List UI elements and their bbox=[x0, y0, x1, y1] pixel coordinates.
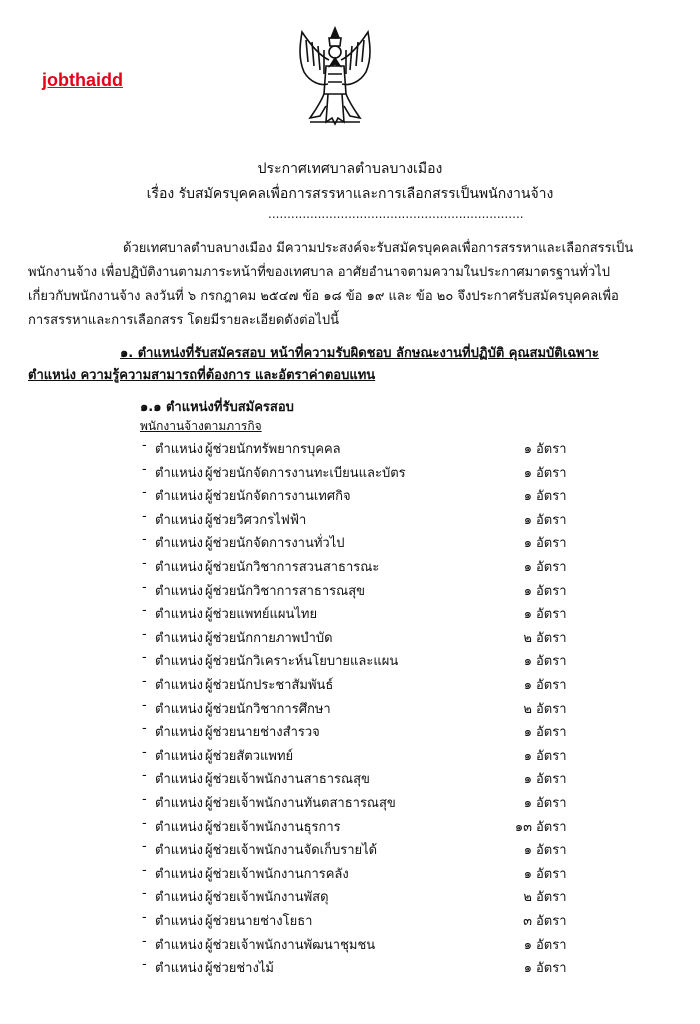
position-dash: - bbox=[142, 485, 147, 501]
position-unit: อัตรา bbox=[536, 701, 567, 717]
position-count: ๑ bbox=[523, 654, 532, 670]
position-dash: - bbox=[142, 933, 147, 949]
position-row bbox=[0, 721, 700, 744]
position-count: ๑ bbox=[523, 536, 532, 552]
position-name: ผู้ช่วยนักจัดการงานทั่วไป bbox=[205, 536, 345, 552]
position-row bbox=[0, 438, 700, 461]
watermark-logo-text: jobthaidd bbox=[42, 70, 123, 90]
position-count: ๑ bbox=[523, 465, 532, 481]
position-dash: - bbox=[142, 603, 147, 619]
position-dash: - bbox=[142, 650, 147, 666]
position-unit: อัตรา bbox=[536, 866, 567, 882]
position-unit: อัตรา bbox=[536, 489, 567, 505]
position-prefix: ตำแหน่ง bbox=[155, 701, 203, 717]
position-unit: อัตรา bbox=[536, 607, 567, 623]
position-row bbox=[0, 886, 700, 909]
position-dash: - bbox=[142, 910, 147, 925]
position-count: ๑ bbox=[523, 796, 532, 811]
position-dash: - bbox=[142, 697, 147, 713]
position-dash: - bbox=[142, 862, 147, 878]
announcement-subject: เรื่อง รับสมัครบุคคลเพื่อการสรรหาและการเลือกสรรเป็นพนักงานจ้าง bbox=[146, 186, 554, 202]
position-count: ๑ bbox=[523, 866, 532, 882]
position-unit: อัตรา bbox=[536, 630, 567, 646]
position-name: ผู้ช่วยนักประชาสัมพันธ์ bbox=[205, 678, 334, 693]
position-row bbox=[0, 792, 700, 815]
position-count: ๑ bbox=[523, 560, 532, 575]
position-dash: - bbox=[142, 508, 147, 524]
position-row bbox=[0, 816, 700, 839]
position-name: ผู้ช่วยนักทรัพยากรบุคคล bbox=[205, 442, 341, 457]
position-count: ๑ bbox=[523, 937, 532, 953]
position-name: ผู้ช่วยวิศวกรไฟฟ้า bbox=[205, 512, 307, 528]
position-count: ๑ bbox=[523, 725, 532, 741]
position-name: ผู้ช่วยนักวิชาการศึกษา bbox=[205, 701, 331, 717]
position-name: ผู้ช่วยช่างไม้ bbox=[205, 961, 274, 977]
position-row bbox=[0, 650, 700, 673]
position-name: ผู้ช่วยนายช่างโยธา bbox=[205, 914, 313, 929]
position-dash: - bbox=[142, 792, 147, 807]
position-unit: อัตรา bbox=[536, 937, 567, 953]
position-prefix: ตำแหน่ง bbox=[155, 678, 203, 693]
position-prefix: ตำแหน่ง bbox=[155, 654, 203, 670]
position-row bbox=[0, 839, 700, 862]
position-prefix: ตำแหน่ง bbox=[155, 914, 203, 929]
position-name: ผู้ช่วยนายช่างสำรวจ bbox=[205, 725, 320, 741]
intro-line: ด้วยเทศบาลตำบลบางเมือง มีความประสงค์จะรับสมัครบุคคลเพื่อการสรรหาและเลือกสรรเป็น bbox=[123, 241, 634, 256]
position-name: ผู้ช่วยเจ้าพนักงานธุรการ bbox=[205, 819, 341, 835]
position-prefix: ตำแหน่ง bbox=[155, 489, 203, 505]
position-unit: อัตรา bbox=[536, 442, 567, 457]
position-dash: - bbox=[142, 886, 147, 902]
position-dash: - bbox=[142, 556, 147, 571]
position-prefix: ตำแหน่ง bbox=[155, 772, 203, 788]
position-prefix: ตำแหน่ง bbox=[155, 630, 203, 646]
position-row bbox=[0, 745, 700, 768]
position-row bbox=[0, 910, 700, 933]
position-row bbox=[0, 580, 700, 603]
position-unit: อัตรา bbox=[536, 465, 567, 481]
position-name: ผู้ช่วยแพทย์แผนไทย bbox=[205, 607, 318, 623]
position-name: ผู้ช่วยเจ้าพนักงานพัฒนาชุมชน bbox=[205, 937, 376, 953]
position-unit: อัตรา bbox=[536, 654, 567, 670]
position-count: ๓ bbox=[523, 914, 532, 929]
position-dash: - bbox=[142, 579, 147, 595]
position-unit: อัตรา bbox=[536, 961, 567, 977]
position-name: ผู้ช่วยนักวิชาการสาธารณสุข bbox=[205, 583, 366, 599]
position-count: ๑ bbox=[523, 583, 532, 599]
position-name: ผู้ช่วยนักจัดการงานเทศกิจ bbox=[205, 489, 351, 505]
position-prefix: ตำแหน่ง bbox=[155, 725, 203, 741]
position-prefix: ตำแหน่ง bbox=[155, 748, 203, 764]
position-name: ผู้ช่วยสัตวแพทย์ bbox=[205, 748, 294, 764]
position-unit: อัตรา bbox=[536, 796, 567, 811]
position-name: ผู้ช่วยเจ้าพนักงานทันตสาธารณสุข bbox=[205, 796, 396, 811]
position-unit: อัตรา bbox=[536, 772, 567, 788]
position-dash: - bbox=[142, 744, 147, 760]
position-row bbox=[0, 485, 700, 508]
section-1-line-1: ๑. ตำแหน่งที่รับสมัครสอบ หน้าที่ความรับผิดชอบ ลักษณะงานที่ปฏิบัติ คุณสมบัติเฉพาะ bbox=[120, 346, 599, 361]
position-unit: อัตรา bbox=[536, 725, 567, 741]
position-prefix: ตำแหน่ง bbox=[155, 843, 203, 859]
position-row bbox=[0, 957, 700, 980]
position-prefix: ตำแหน่ง bbox=[155, 583, 203, 599]
position-prefix: ตำแหน่ง bbox=[155, 607, 203, 623]
position-dash: - bbox=[142, 768, 147, 784]
title-separator: ................................................................... bbox=[268, 207, 524, 221]
position-dash: - bbox=[142, 461, 147, 477]
subsection-heading: ๑.๑ ตำแหน่งที่รับสมัครสอบ bbox=[140, 400, 294, 415]
position-row bbox=[0, 627, 700, 650]
position-row bbox=[0, 698, 700, 721]
position-unit: อัตรา bbox=[536, 560, 567, 575]
section-1-heading bbox=[28, 343, 688, 387]
position-unit: อัตรา bbox=[536, 678, 567, 693]
position-prefix: ตำแหน่ง bbox=[155, 442, 203, 457]
intro-line: เกี่ยวกับพนักงานจ้าง ลงวันที่ ๖ กรกฎาคม ๒๕๔๗ ข้อ ๑๘ ข้อ ๑๙ และ ข้อ ๒๐ จึงประกาศรับสมัครบุคคลเพื่อ bbox=[28, 289, 619, 304]
position-dash: - bbox=[142, 674, 147, 689]
position-count: ๒ bbox=[523, 701, 532, 717]
position-row bbox=[0, 934, 700, 957]
position-prefix: ตำแหน่ง bbox=[155, 961, 203, 977]
position-dash: - bbox=[142, 626, 147, 642]
position-count: ๑ bbox=[523, 748, 532, 764]
position-count: ๒ bbox=[523, 890, 532, 906]
position-unit: อัตรา bbox=[536, 890, 567, 906]
position-prefix: ตำแหน่ง bbox=[155, 866, 203, 882]
position-name: ผู้ช่วยนักกายภาพบำบัด bbox=[205, 630, 333, 646]
position-count: ๑ bbox=[523, 961, 532, 977]
position-name: ผู้ช่วยเจ้าพนักงานจัดเก็บรายได้ bbox=[205, 843, 378, 859]
position-row bbox=[0, 532, 700, 555]
position-name: ผู้ช่วยเจ้าพนักงานการคลัง bbox=[205, 866, 349, 882]
section-1-line-2: ตำแหน่ง ความรู้ความสามารถที่ต้องการ และอัตราค่าตอบแทน bbox=[28, 368, 376, 383]
position-count: ๑ bbox=[523, 489, 532, 505]
position-row bbox=[0, 768, 700, 791]
position-row bbox=[0, 556, 700, 579]
position-row bbox=[0, 509, 700, 532]
position-name: ผู้ช่วยนักวิเคราะห์นโยบายและแผน bbox=[205, 654, 399, 670]
position-count: ๒ bbox=[523, 630, 532, 646]
position-dash: - bbox=[142, 532, 147, 548]
position-name: ผู้ช่วยนักจัดการงานทะเบียนและบัตร bbox=[205, 465, 406, 481]
position-prefix: ตำแหน่ง bbox=[155, 890, 203, 906]
position-count: ๑๓ bbox=[514, 819, 532, 835]
position-prefix: ตำแหน่ง bbox=[155, 512, 203, 528]
position-prefix: ตำแหน่ง bbox=[155, 465, 203, 481]
position-count: ๑ bbox=[523, 772, 532, 788]
position-row bbox=[0, 462, 700, 485]
position-unit: อัตรา bbox=[536, 583, 567, 599]
position-dash: - bbox=[142, 839, 147, 855]
position-name: ผู้ช่วยเจ้าพนักงานพัสดุ bbox=[205, 890, 329, 906]
announcement-title: ประกาศเทศบาลตำบลบางเมือง bbox=[257, 161, 443, 177]
position-dash: - bbox=[142, 721, 147, 737]
position-dash: - bbox=[142, 815, 147, 831]
position-row bbox=[0, 863, 700, 886]
position-name: ผู้ช่วยนักวิชาการสวนสาธารณะ bbox=[205, 560, 380, 575]
employee-group-label: พนักงานจ้างตามภารกิจ bbox=[140, 419, 262, 433]
position-count: ๑ bbox=[523, 678, 532, 693]
position-unit: อัตรา bbox=[536, 512, 567, 528]
position-count: ๑ bbox=[523, 843, 532, 859]
position-unit: อัตรา bbox=[536, 843, 567, 859]
position-count: ๑ bbox=[523, 512, 532, 528]
intro-line: การสรรหาและการเลือกสรร โดยมีรายละเอียดดังต่อไปนี้ bbox=[28, 313, 340, 328]
position-row bbox=[0, 674, 700, 697]
position-prefix: ตำแหน่ง bbox=[155, 536, 203, 552]
position-unit: อัตรา bbox=[536, 536, 567, 552]
position-prefix: ตำแหน่ง bbox=[155, 937, 203, 953]
position-count: ๑ bbox=[523, 607, 532, 623]
position-prefix: ตำแหน่ง bbox=[155, 819, 203, 835]
position-unit: อัตรา bbox=[536, 748, 567, 764]
position-dash: - bbox=[142, 438, 147, 453]
position-name: ผู้ช่วยเจ้าพนักงานสาธารณสุข bbox=[205, 772, 370, 788]
position-count: ๑ bbox=[523, 442, 532, 457]
position-unit: อัตรา bbox=[536, 819, 567, 835]
intro-paragraph bbox=[28, 237, 676, 333]
intro-line: พนักงานจ้าง เพื่อปฏิบัติงานตามภาระหน้าที่ของเทศบาล อาศัยอำนาจตามความในประกาศมาตรฐานทั่วไป bbox=[28, 265, 610, 280]
position-prefix: ตำแหน่ง bbox=[155, 560, 203, 575]
position-dash: - bbox=[142, 957, 147, 973]
garuda-emblem-icon bbox=[280, 22, 390, 132]
position-unit: อัตรา bbox=[536, 914, 567, 929]
position-row bbox=[0, 603, 700, 626]
position-prefix: ตำแหน่ง bbox=[155, 796, 203, 811]
